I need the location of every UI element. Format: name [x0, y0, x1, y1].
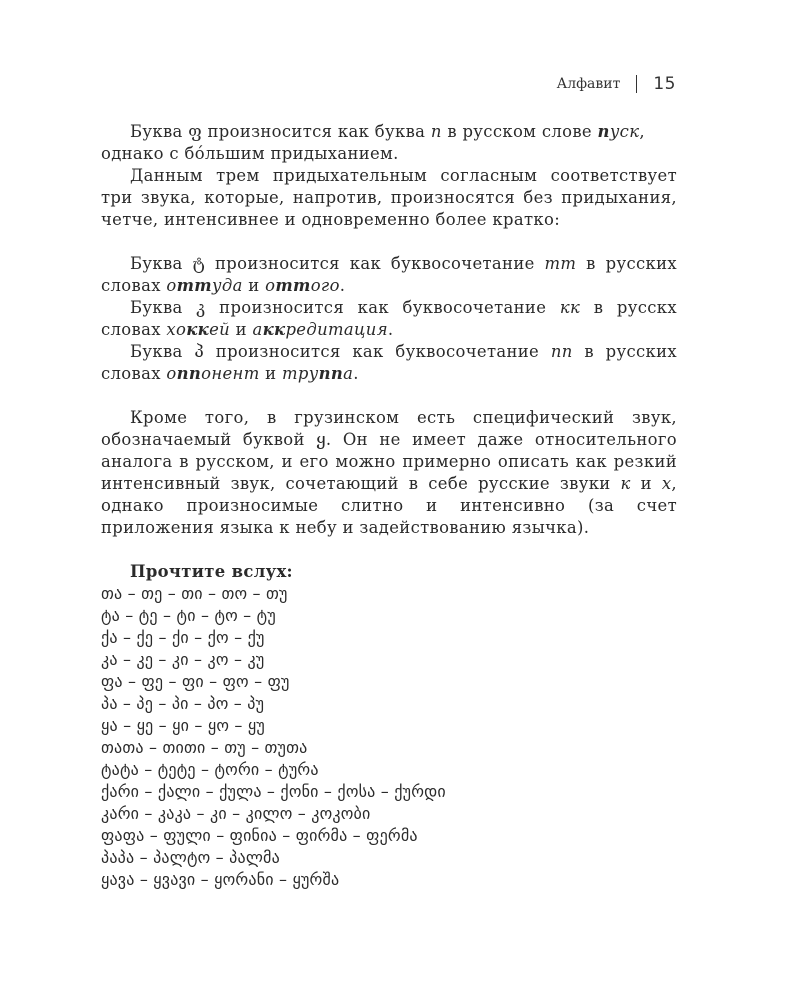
bold-italic-letter: п	[597, 122, 610, 141]
exercise-line: ტატა – ტეტე – ტორი – ტურა	[101, 760, 319, 779]
spacer	[101, 539, 677, 561]
exercise-line: ქა – ქე – ქი – ქო – ქუ	[101, 628, 265, 647]
italic-word-part: о	[265, 276, 276, 295]
text-run: и	[259, 364, 282, 383]
italic-word: уск	[609, 122, 640, 141]
italic-word-part: ей	[209, 320, 231, 339]
text-run: .	[339, 276, 346, 295]
italic-word-part: о	[166, 364, 177, 383]
text-line	[101, 121, 677, 143]
exercise-title: Прочтите вслух:	[130, 562, 293, 581]
bold-italic-letters: кк	[186, 320, 210, 339]
exercise-line: კა – კე – კი – კო – კუ	[101, 650, 265, 669]
italic-letter: к	[620, 474, 631, 493]
text-run: и	[630, 474, 662, 493]
italic-word-part: онент	[201, 364, 260, 383]
text-run: в русских словах	[101, 342, 677, 383]
page-number: 15	[653, 74, 676, 94]
italic-word-part: ого	[310, 276, 340, 295]
text-run: Буква პ произносится как буквосочетание	[130, 342, 551, 361]
paragraph-ph-sound	[101, 121, 677, 143]
bold-italic-letters: пп	[176, 364, 202, 383]
exercise-list	[101, 583, 677, 891]
italic-letter: х	[661, 474, 672, 493]
exercise-line: პა – პე – პი – პო – პუ	[101, 694, 265, 713]
spacer	[101, 231, 677, 253]
text-run: Буква ტ произносится как буквосочетание	[130, 254, 545, 273]
bold-italic-letters: кк	[262, 320, 286, 339]
bold-italic-letters: тт	[275, 276, 311, 295]
paragraph-unaspirated-intro: Данным трем придыхательным согласным соответствует три звука, которые, напротив, произносятся без придыхания, четче, интенсивнее и одновременно более кратко:	[101, 166, 677, 229]
text-run: в русском слове	[441, 122, 598, 141]
italic-letters: пп	[550, 342, 573, 361]
exercise-line: პაპა – პალტო – პალმა	[101, 848, 280, 867]
italic-word-part: а	[252, 320, 263, 339]
italic-word-part: тру	[282, 364, 319, 383]
running-head	[557, 74, 676, 94]
italic-letters: тт	[544, 254, 577, 273]
header-separator	[636, 75, 637, 93]
italic-word-part: а	[343, 364, 354, 383]
text-run: и	[242, 276, 266, 295]
text-run: , однако произносимые слитно и интенсивно (за счет приложения языка к небу и задействованию язычка).	[101, 474, 677, 537]
paragraph-t-sound	[101, 253, 677, 297]
exercise-line: ყა – ყე – ყი – ყო – ყუ	[101, 716, 265, 735]
bold-italic-letters: тт	[176, 276, 212, 295]
paragraph-p-sound	[101, 341, 677, 385]
text-run: ,	[639, 122, 645, 141]
bold-italic-letters: пп	[318, 364, 344, 383]
paragraph-k-sound	[101, 297, 677, 341]
italic-word-part: уда	[211, 276, 243, 295]
exercise-line: კარი – კაკა – კი – კილო – კოკობი	[101, 804, 371, 823]
exercise-line: თათა – თითი – თუ – თუთა	[101, 738, 308, 757]
exercise-line: ქარი – ქალი – ქულა – ქონი – ქოსა – ქურდი	[101, 782, 446, 801]
exercise-line: ტა – ტე – ტი – ტო – ტუ	[101, 606, 276, 625]
text-run: Буква ფ произносится как буква	[130, 122, 431, 141]
paragraph-continuation	[101, 143, 677, 165]
italic-letters: кк	[559, 298, 581, 317]
text-run: однако с бóльшим придыханием.	[101, 144, 399, 163]
text-run: .	[353, 364, 359, 383]
italic-word-part: редитация	[285, 320, 388, 339]
spacer	[101, 385, 677, 407]
text-run: Кроме того, в грузинском есть специфический звук, обозначаемый буквой ყ. Он не имеет даже относительного аналога в русском, и его можно примерно описать как резкий интенсивный звук, сочетающий в себе русские звуки	[101, 408, 677, 493]
text-run: в русскх словах	[101, 298, 677, 339]
text-run: и	[230, 320, 253, 339]
exercise-line: ყავა – ყვავი – ყორანი – ყურშა	[101, 870, 340, 889]
italic-word-part: о	[166, 276, 177, 295]
text-run: Буква კ произносится как буквосочетание	[130, 298, 560, 317]
paragraph-q-sound	[101, 407, 677, 539]
section-title: Алфавит	[556, 76, 621, 92]
page-body	[101, 121, 677, 891]
italic-letter: п	[430, 122, 442, 141]
text-run: .	[387, 320, 394, 339]
italic-word-part: хо	[166, 320, 187, 339]
exercise-line: თა – თე – თი – თო – თუ	[101, 584, 288, 603]
text-run: в русских словах	[101, 254, 677, 295]
exercise-line: ფაფა – ფული – ფინია – ფირმა – ფერმა	[101, 826, 418, 845]
exercise-line: ფა – ფე – ფი – ფო – ფუ	[101, 672, 290, 691]
